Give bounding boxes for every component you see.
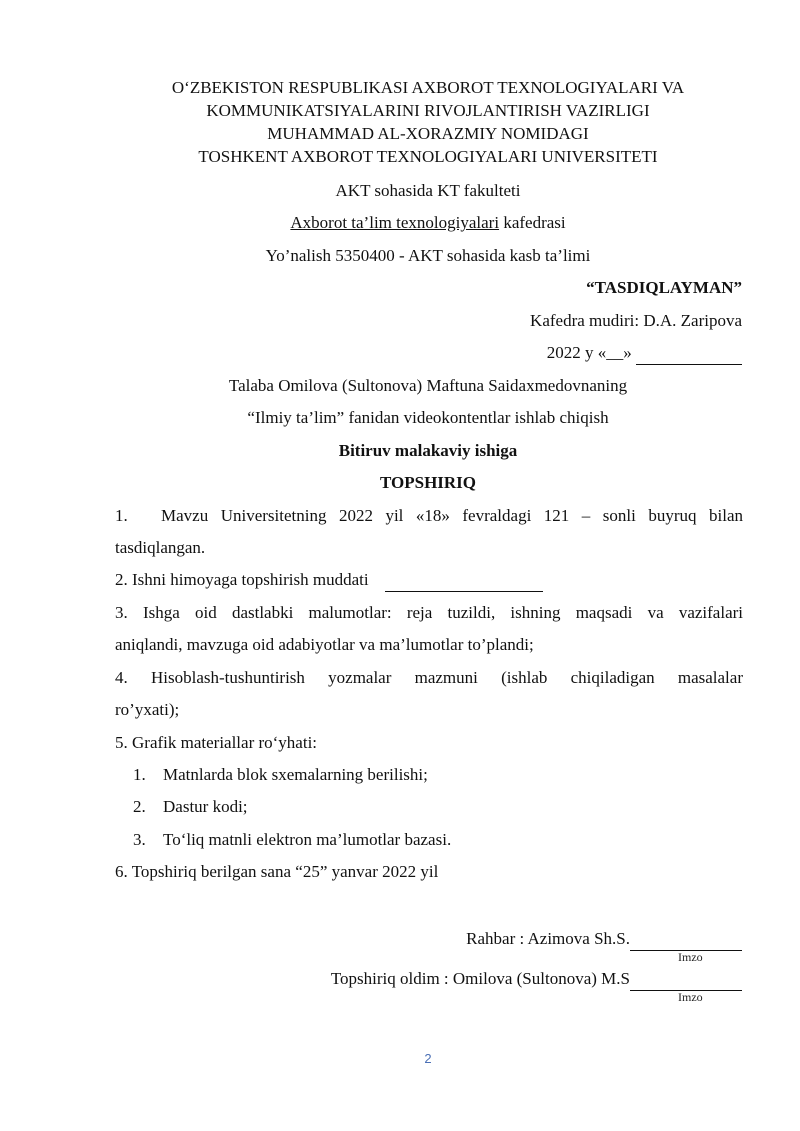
- student-name: Topshiriq oldim : Omilova (Sultonova) M.S: [330, 969, 630, 988]
- supervisor-name: Rahbar : Azimova Sh.S.: [466, 929, 630, 948]
- student-line-1: Talaba Omilova (Sultonova) Maftuna Saidaxmedovnaning: [228, 376, 628, 395]
- list-item: [133, 764, 761, 786]
- list-item-number: 2.: [133, 797, 146, 816]
- student-imzo-caption: Imzo: [678, 990, 703, 1004]
- university-line-3: MUHAMMAD AL-XORAZMIY NOMIDAGI: [267, 124, 589, 143]
- supervisor-signature: [466, 928, 742, 951]
- work-title: Bitiruv malakaviy ishiga: [338, 441, 518, 460]
- department-line: [100, 212, 756, 234]
- student-line-2: “Ilmiy ta’lim” fanidan videokontentlar ishlab chiqish: [247, 408, 609, 427]
- approval-title: “TASDIQLAYMAN”: [586, 278, 742, 297]
- faculty-name: AKT sohasida KT fakulteti: [335, 181, 521, 200]
- item-1-line-2: tasdiqlangan.: [115, 538, 206, 557]
- approval-date-blank: [636, 342, 742, 365]
- deadline-blank: [385, 569, 543, 592]
- item-3-line-1: 3. Ishga oid dastlabki malumotlar: reja tuzildi, ishning maqsadi va vazifalari: [115, 603, 743, 622]
- supervisor-signature-line: [630, 928, 742, 951]
- item-4-line-2: ro’yxati);: [115, 700, 180, 719]
- student-signature: [331, 968, 742, 991]
- direction-line: Yo’nalish 5350400 - AKT sohasida kasb ta’limi: [265, 246, 591, 265]
- approval-date-text: 2022 y «__»: [546, 343, 636, 362]
- student-signature-line: [630, 968, 742, 991]
- list-item-number: 1.: [133, 765, 146, 784]
- list-item: [133, 829, 761, 851]
- list-item-text: Dastur kodi;: [163, 797, 248, 816]
- university-line-4: TOSHKENT AXBOROT TEXNOLOGIYALARI UNIVERSITETI: [198, 147, 658, 166]
- item-1: [115, 505, 743, 527]
- list-item: [133, 796, 761, 818]
- approval-date: [547, 342, 742, 365]
- list-item-text: Matnlarda blok sxemalarning berilishi;: [163, 765, 428, 784]
- item-4-line-1: 4. Hisoblash-tushuntirish yozmalar mazmuni (ishlab chiqiladigan masalalar: [115, 668, 743, 687]
- department-name: Axborot ta’lim texnologiyalari: [290, 213, 500, 232]
- department-suffix: kafedrasi: [499, 213, 566, 232]
- list-item-number: 3.: [133, 830, 146, 849]
- item-6: 6. Topshiriq berilgan sana “25” yanvar 2022 yil: [115, 862, 439, 881]
- item-5: 5. Grafik materiallar ro‘yhati:: [115, 733, 318, 752]
- item-1-number: 1.: [115, 506, 128, 525]
- item-3-line-2: aniqlandi, mavzuga oid adabiyotlar va ma’lumotlar to’plandi;: [115, 635, 534, 654]
- item-2-text: 2. Ishni himoyaga topshirish muddati: [115, 570, 369, 589]
- page-number: 2: [424, 1051, 432, 1066]
- item-1-line-1: Mavzu Universitetning 2022 yil «18» fevraldagi 121 – sonli buyruq bilan: [161, 506, 743, 525]
- list-item-text: To‘liq matnli elektron ma’lumotlar bazasi.: [163, 830, 452, 849]
- task-title: TOPSHIRIQ: [379, 473, 477, 492]
- ministry-line-2: KOMMUNIKATSIYALARINI RIVOJLANTIRISH VAZIRLIGI: [206, 101, 650, 120]
- item-2: [115, 569, 743, 592]
- supervisor-imzo-caption: Imzo: [678, 950, 703, 964]
- ministry-line-1: O‘ZBEKISTON RESPUBLIKASI AXBOROT TEXNOLOGIYALARI VA: [171, 78, 685, 97]
- department-head: Kafedra mudiri: D.A. Zaripova: [530, 311, 742, 330]
